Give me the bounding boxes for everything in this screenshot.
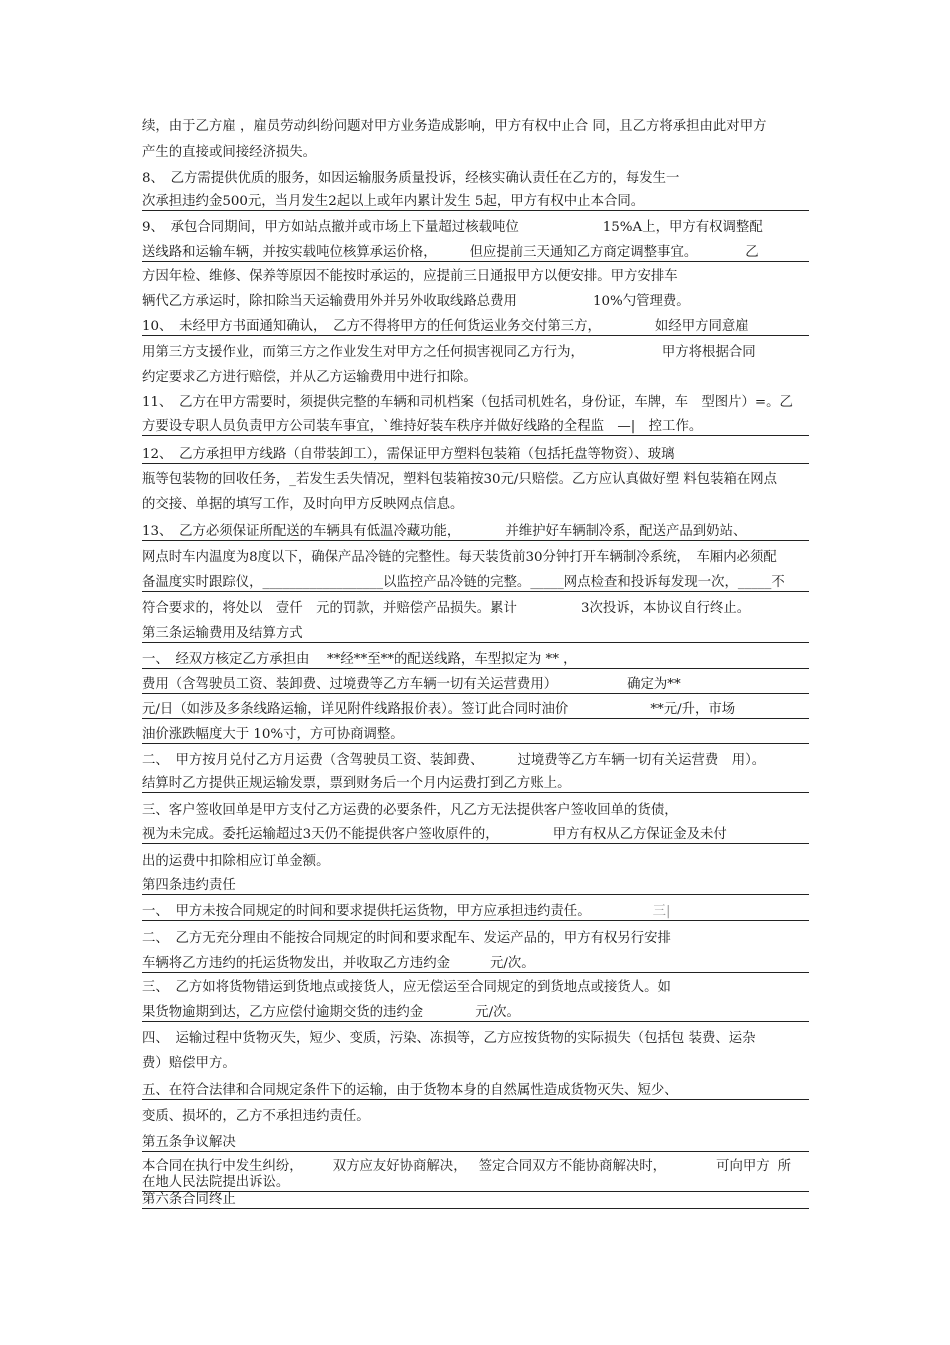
text-segment: 的交接、单据的填写工作，及时向甲方反映网点信息。 (142, 497, 464, 512)
clause-8-line (142, 193, 809, 211)
text-segment: 3次投诉，本协议自行终止。 (580, 601, 751, 616)
text-segment: 10、 未经甲方书面通知确认， 乙方不得将甲方的任何货运业务交付第三方， (142, 319, 601, 334)
text-segment: 本合同在执行中发生纠纷， (142, 1159, 303, 1174)
text-segment: 第三条运输费用及结算方式 (142, 626, 303, 641)
text-segment: 费用（含驾驶员工资、装卸费、过境费等乙方车辆一切有关运营费用） (142, 677, 558, 692)
text-segment: 续，由于乙方雇 ，雇员劳动纠纷问题对甲方业务造成影响，甲方有权中止合 同，且乙方将承担由此对甲方 (142, 119, 767, 134)
text-segment: 三、 乙方如将货物错运到货地点或接货人，应无偿运至合同规定的到货地点或接货人。如 (142, 980, 671, 995)
clause-10-line (142, 369, 809, 386)
text-segment: 并维护好车辆制冷系，配送产品到奶站、 (505, 524, 747, 539)
text-segment: 用第三方支援作业，而第三方之作业发生对甲方之任何损害视同乙方行为， (142, 345, 584, 360)
text-segment: 油价涨跌幅度大于 10%寸，方可协商调整。 (142, 727, 404, 742)
text-segment: 第五条争议解决 (142, 1135, 236, 1150)
text-segment: 确定为** (627, 677, 681, 692)
text-segment: 15%A上，甲方有权调整配 (602, 220, 763, 235)
text-segment: 乙 (745, 245, 759, 260)
section-heading (142, 877, 809, 895)
text-segment: 三、客户签收回单是甲方支付乙方运费的必要条件，凡乙方无法提供客户签收回单的货债， (142, 803, 678, 818)
text-segment: 13、 乙方必须保证所配送的车辆具有低温冷藏功能， (142, 524, 461, 539)
text-segment: 车辆将乙方违约的托运货物发出，并收取乙方违约金 (142, 956, 450, 971)
text-segment: 第四条违约责任 (142, 878, 236, 893)
text-segment: 方要设专职人员负责甲方公司装车事宜，`维持好装车秩序并做好线路的全程监 —| 控工作。 (142, 419, 703, 434)
text-segment: 结算时乙方提供正规运输发票，票到财务后一个月内运费打到乙方账上。 (142, 776, 571, 791)
section-heading (142, 1191, 809, 1209)
text-segment: 8、 乙方需提供优质的服务，如因运输服务质量投诉，经核实确认责任在乙方的，每发生一 (142, 171, 680, 186)
text-segment: 12、 乙方承担甲方线路（自带装卸工），需保证甲方塑料包装箱（包括托盘等物资）、玻璃 (142, 447, 675, 462)
section-3-line (142, 775, 809, 793)
section-4-line (142, 903, 809, 921)
section-5-line (142, 1174, 809, 1192)
section-3-line (142, 676, 809, 694)
text-segment: 元/次。 (475, 1005, 520, 1020)
section-4-line (142, 1030, 809, 1047)
section-4-line (142, 955, 809, 973)
text-segment: 一、 甲方未按合同规定的时间和要求提供托运货物，甲方应承担违约责任。 (142, 904, 591, 919)
text-segment: 费）赔偿甲方。 (142, 1056, 236, 1071)
text-segment: 四、 运输过程中货物灭失，短少、变质，污染、冻损等，乙方应按货物的实际损失（包括包 装费、运杂 (142, 1031, 756, 1046)
text-line (142, 118, 809, 135)
text-segment: 五、在符合法律和合同规定条件下的运输，由于货物本身的自然属性造成货物灭失、短少、 (142, 1083, 678, 1098)
section-3-line (142, 651, 809, 669)
clause-11-line (142, 394, 809, 411)
section-3-line (142, 853, 809, 870)
clause-10-line (142, 318, 809, 336)
text-segment: 送线路和运输车辆，并按实载吨位核算承运价格， (142, 245, 437, 260)
text-segment: 如经甲方同意雇 (654, 319, 749, 334)
clause-9-line (142, 219, 809, 236)
text-segment: 元/日（如涉及多条线路运输，详见附件线路报价表）。签订此合同时油价 (142, 702, 569, 717)
clause-13-line (142, 549, 809, 566)
clause-10-line (142, 344, 809, 361)
section-3-line (142, 802, 809, 819)
clause-13-line (142, 574, 809, 592)
section-3-line (142, 726, 809, 744)
section-3-line (142, 826, 809, 844)
text-segment: 次承担违约金500元，当月发生2起以上或年内累计发生 5起，甲方有权中止本合同。 (142, 194, 645, 209)
text-segment: 三| (652, 904, 671, 919)
text-segment: 视为未完成。委托运输超过3天仍不能提供客户签收原件的， (142, 827, 499, 842)
section-3-line (142, 701, 809, 719)
text-segment: 方因年检、维修、保养等原因不能按时承运的，应提前三日通报甲方以便安排。甲方安排车 (142, 269, 678, 284)
text-segment: 在地人民法院提出诉讼。 (142, 1175, 290, 1190)
text-segment: 11、 乙方在甲方需要时，须提供完整的车辆和司机档案（包括司机姓名，身份证，车牌，车 型图片）=。乙 (142, 395, 793, 410)
text-segment: 一、 经双方核定乙方承担由 **经**至**的配送线路，车型拟定为 ** ， (142, 652, 577, 667)
text-segment: 但应提前三天通知乙方商定调整事宜。 (469, 245, 698, 260)
section-3-line (142, 752, 809, 769)
section-4-line (142, 1108, 809, 1125)
clause-9-line (142, 268, 809, 285)
text-segment: 签定合同双方不能协商解决时， (478, 1159, 667, 1174)
text-segment: 二、 甲方按月兑付乙方月运费（含驾驶员工资、装卸费、 (142, 753, 484, 768)
section-4-line (142, 1055, 809, 1072)
section-4-line (142, 1004, 809, 1022)
text-segment: 甲方有权从乙方保证金及未付 (552, 827, 727, 842)
clause-13-line (142, 523, 809, 541)
text-segment: 产生的直接或间接经济损失。 (142, 145, 317, 160)
section-4-line (142, 979, 809, 996)
clause-13-line (142, 600, 809, 617)
clause-9-line (142, 244, 809, 262)
text-segment: 符合要求的，将处以 壹仟 元的罚款，并赔偿产品损失。累计 (142, 601, 517, 616)
text-segment: 过境费等乙方车辆一切有关运营费 用）。 (517, 753, 766, 768)
text-segment: 10%勺管理费。 (592, 294, 690, 309)
text-segment: 所 (777, 1159, 792, 1174)
text-segment: 甲方将根据合同 (661, 345, 756, 360)
clause-12-line (142, 446, 809, 464)
text-segment: 可向甲方 (716, 1159, 770, 1174)
text-segment: 辆代乙方承运时，除扣除当天运输费用外并另外收取线路总费用 (142, 294, 517, 309)
text-segment: 二、 乙方无充分理由不能按合同规定的时间和要求配车、发运产品的，甲方有权另行安排 (142, 931, 671, 946)
text-segment: 网点时车内温度为8度以下，确保产品冷链的完整性。每天装货前30分钟打开车辆制冷系统， 车厢内必须配 (142, 550, 777, 565)
text-segment: 出的运费中扣除相应订单金额。 (142, 854, 330, 869)
clause-8-line (142, 170, 809, 187)
clause-12-line (142, 496, 809, 513)
section-heading (142, 625, 809, 643)
text-segment: 瓶等包装物的回收任务，_若发生丢失情况，塑料包装箱按30元/只赔偿。乙方应认真做好塑 料包装箱在网点 (142, 472, 778, 487)
section-4-line (142, 930, 809, 947)
text-segment: 果货物逾期到达，乙方应偿付逾期交货的违约金 (142, 1005, 424, 1020)
text-segment: 约定要求乙方进行赔偿，并从乙方运输费用中进行扣除。 (142, 370, 477, 385)
section-5-line (142, 1158, 809, 1175)
text-line (142, 144, 809, 161)
text-segment: 9、 承包合同期间，甲方如站点撤并或市场上下量超过核载吨位 (142, 220, 519, 235)
text-segment: 变质、损坏的，乙方不承担违约责任。 (142, 1109, 370, 1124)
clause-9-line (142, 293, 809, 310)
clause-11-line (142, 418, 809, 436)
section-heading (142, 1134, 809, 1152)
clause-12-line (142, 471, 809, 488)
section-4-line (142, 1082, 809, 1100)
text-segment: **元/升，市场 (650, 702, 736, 717)
text-segment: 元/次。 (489, 956, 535, 971)
text-segment: 第六条合同终止 (142, 1192, 236, 1207)
text-segment: 双方应友好协商解决， (332, 1159, 467, 1174)
text-segment: 备温度实时跟踪仪，__________________以监控产品冷链的完整。_____网点检查和投诉每发现一次，_____不 (142, 575, 785, 590)
